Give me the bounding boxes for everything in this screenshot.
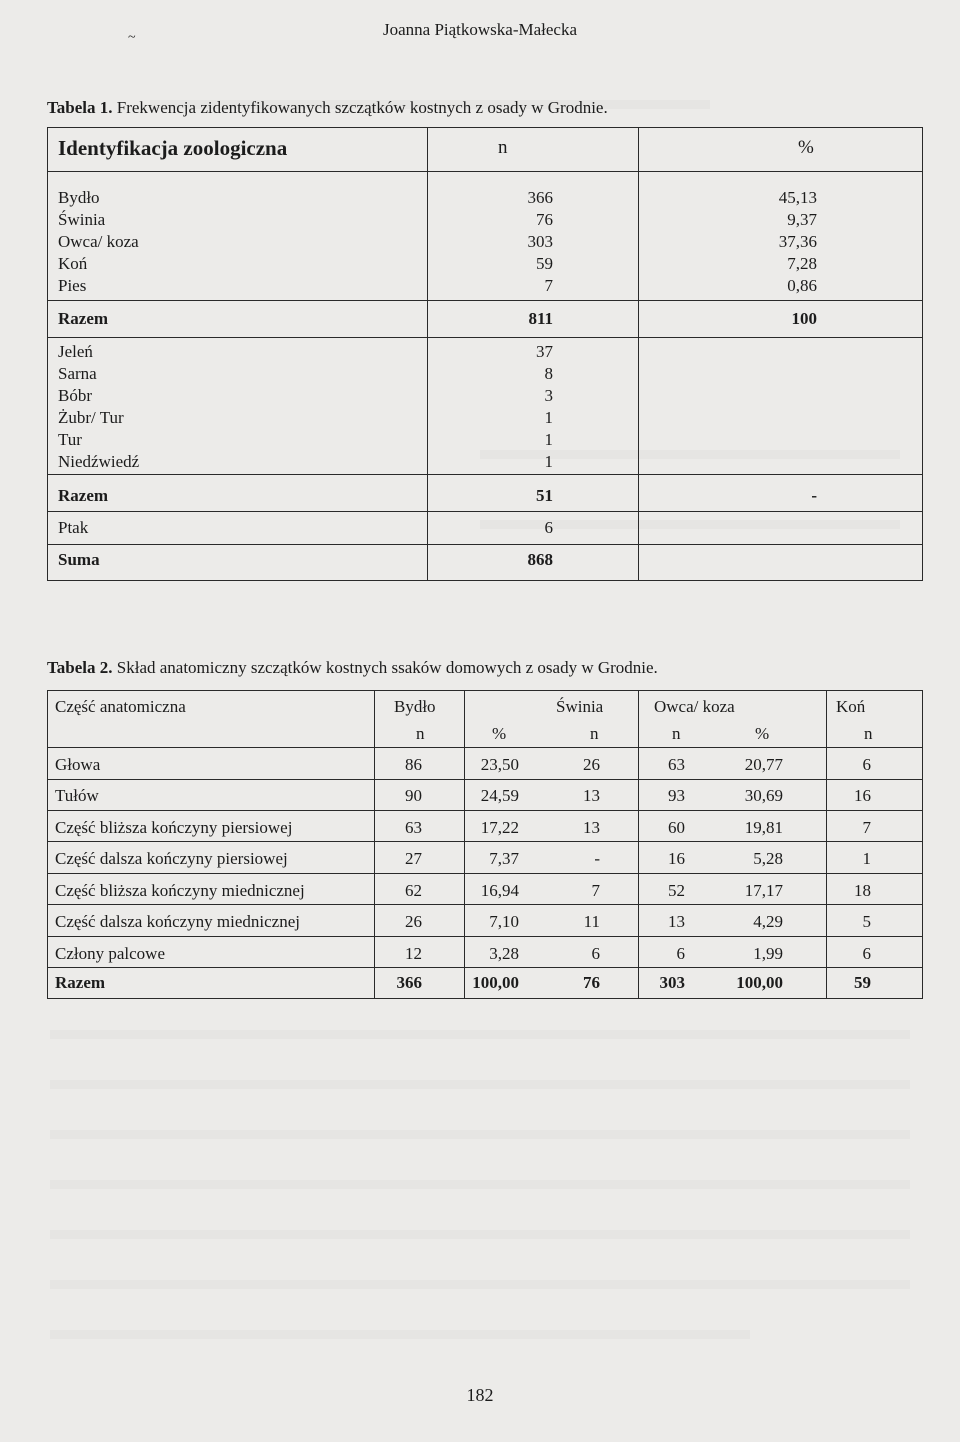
table2-row-rule: [48, 810, 922, 811]
table2-row-owca-percent: 4,29: [753, 912, 783, 931]
table1-row-name: Razem: [58, 486, 109, 505]
table2-row-bydlo-percent: 17,22: [480, 818, 519, 837]
table1-row-n: 1: [544, 430, 553, 449]
table2-row-swinia-n: 7: [591, 881, 600, 900]
table2-col-divider: [826, 691, 827, 998]
table2-row-rule: [48, 936, 922, 937]
table1: [47, 127, 923, 581]
table2-caption-text: Skład anatomiczny szczątków kostnych ssaków domowych z osady w Grodnie.: [116, 658, 658, 677]
table2-row-owca-percent: 5,28: [753, 849, 783, 868]
table1-row-name: Bydło: [58, 188, 100, 207]
table1-row-n: 51: [536, 486, 553, 505]
table2-row-owca-n: 93: [668, 786, 685, 805]
table2-header-swinia: Świnia: [556, 697, 604, 716]
table2-row-kon-n: 7: [862, 818, 871, 837]
header-mark: ~: [128, 30, 136, 45]
table2-row-rule: [48, 873, 922, 874]
table2-row-owca-n: 13: [668, 912, 685, 931]
table2-row-part: Część dalsza kończyny miednicznej: [55, 912, 300, 931]
table2-row-owca-percent: 100,00: [736, 973, 783, 992]
table2-row-swinia-n: -: [594, 849, 600, 868]
table1-header-n: n: [498, 137, 508, 158]
table2-row-kon-n: 6: [862, 755, 871, 774]
table2-row-bydlo-n: 62: [405, 881, 422, 900]
table2-row-owca-percent: 1,99: [753, 944, 783, 963]
table2-row-swinia-n: 26: [583, 755, 600, 774]
table2-row-rule: [48, 779, 922, 780]
table2-row-swinia-n: 13: [583, 786, 600, 805]
table2-row-owca-n: 303: [659, 973, 685, 992]
table2-row-owca-n: 60: [668, 818, 685, 837]
table1-row-name: Pies: [58, 276, 87, 295]
table1-row-name: Owca/ koza: [58, 232, 139, 251]
table1-row-n: 59: [536, 254, 553, 273]
table1-row-rule: [48, 544, 922, 545]
table2-header-part: Część anatomiczna: [55, 697, 186, 716]
table1-row-name: Koń: [58, 254, 88, 273]
table1-row-percent: 100: [791, 309, 817, 328]
table2-header-kon: Koń: [836, 697, 866, 716]
table2-row-swinia-n: 11: [583, 912, 600, 931]
table2-caption: [47, 658, 658, 678]
table2-subheader-n: n: [590, 724, 599, 743]
running-header-author: Joanna Piątkowska-Małecka: [382, 20, 578, 39]
table2-col-divider: [638, 691, 639, 998]
table1-header-rule: [48, 171, 922, 172]
table1-row-n: 3: [544, 386, 553, 405]
table2-row-kon-n: 1: [862, 849, 871, 868]
table2-row-owca-n: 63: [668, 755, 685, 774]
table1-col-divider: [638, 128, 639, 580]
table1-row-name: Ptak: [58, 518, 89, 537]
table2-subheader-n: n: [864, 724, 873, 743]
table1-row-percent: 0,86: [787, 276, 817, 295]
table2-row-part: Tułów: [55, 786, 99, 805]
table2-row-bydlo-n: 366: [396, 973, 422, 992]
table2-row-swinia-n: 76: [583, 973, 600, 992]
table1-row-name: Razem: [58, 309, 109, 328]
table1-row-name: Sarna: [58, 364, 97, 383]
table2-row-bydlo-n: 12: [405, 944, 422, 963]
table1-row-percent: 9,37: [787, 210, 817, 229]
table2-row-bydlo-percent: 7,10: [489, 912, 519, 931]
table1-row-percent: 7,28: [787, 254, 817, 273]
table2-row-rule: [48, 967, 922, 968]
table2-row-swinia-n: 6: [591, 944, 600, 963]
table1-row-n: 7: [544, 276, 553, 295]
table1-row-n: 8: [544, 364, 553, 383]
table2: [47, 690, 923, 999]
table2-row-part: Człony palcowe: [55, 944, 165, 963]
table1-row-n: 303: [527, 232, 553, 251]
table1-row-percent: -: [811, 486, 817, 505]
table1-row-n: 1: [544, 408, 553, 427]
table2-subheader-percent: %: [492, 724, 507, 743]
table2-row-bydlo-n: 86: [405, 755, 422, 774]
table1-row-percent: 37,36: [778, 232, 817, 251]
table2-row-part: Część dalsza kończyny piersiowej: [55, 849, 288, 868]
table1-row-name: Świnia: [58, 210, 106, 229]
table2-row-kon-n: 59: [854, 973, 871, 992]
table2-row-bydlo-percent: 100,00: [472, 973, 519, 992]
table2-header-rule: [48, 747, 922, 748]
table1-row-rule: [48, 300, 922, 301]
table2-row-bydlo-n: 90: [405, 786, 422, 805]
table2-subheader-percent: %: [755, 724, 770, 743]
table2-row-kon-n: 5: [862, 912, 871, 931]
table1-row-n: 76: [536, 210, 553, 229]
table2-row-owca-percent: 20,77: [744, 755, 783, 774]
table1-caption: [47, 98, 608, 118]
table2-row-bydlo-percent: 3,28: [489, 944, 519, 963]
table1-header-percent: %: [798, 137, 814, 158]
table1-row-name: Bóbr: [58, 386, 92, 405]
table1-caption-text: Frekwencja zidentyfikowanych szczątków kostnych z osady w Grodnie.: [116, 98, 608, 117]
table2-row-bydlo-percent: 16,94: [480, 881, 519, 900]
table1-row-n: 6: [544, 518, 553, 537]
table2-row-rule: [48, 841, 922, 842]
table2-row-owca-percent: 19,81: [744, 818, 783, 837]
table2-header-owca: Owca/ koza: [654, 697, 735, 716]
table2-row-bydlo-percent: 23,50: [480, 755, 519, 774]
table2-row-bydlo-n: 27: [405, 849, 422, 868]
table1-row-n: 868: [527, 550, 553, 569]
table2-row-part: Razem: [55, 973, 106, 992]
table2-row-swinia-n: 13: [583, 818, 600, 837]
table1-row-rule: [48, 474, 922, 475]
table1-row-rule: [48, 337, 922, 338]
table2-row-bydlo-n: 63: [405, 818, 422, 837]
table2-header-bydlo: Bydło: [394, 697, 436, 716]
page-number: 182: [466, 1385, 494, 1405]
table1-row-n: 37: [536, 342, 553, 361]
table1-row-n: 811: [528, 309, 553, 328]
table2-row-kon-n: 6: [862, 944, 871, 963]
table1-row-name: Żubr/ Tur: [58, 408, 124, 427]
table1-row-name: Suma: [58, 550, 100, 569]
table2-subheader-n: n: [672, 724, 681, 743]
table2-row-part: Część bliższa kończyny miednicznej: [55, 881, 305, 900]
table2-row-owca-n: 6: [676, 944, 685, 963]
table1-row-name: Niedźwiedź: [58, 452, 140, 471]
table1-row-rule: [48, 511, 922, 512]
table2-row-part: Głowa: [55, 755, 101, 774]
table1-row-n: 1: [544, 452, 553, 471]
table1-caption-label: Tabela 1.: [47, 98, 113, 117]
table2-caption-label: Tabela 2.: [47, 658, 113, 677]
table2-row-bydlo-percent: 7,37: [489, 849, 519, 868]
table2-subheader-n: n: [416, 724, 425, 743]
table2-row-owca-percent: 30,69: [744, 786, 783, 805]
table1-row-n: 366: [527, 188, 553, 207]
table1-row-name: Tur: [58, 430, 82, 449]
table2-row-part: Część bliższa kończyny piersiowej: [55, 818, 293, 837]
table2-col-divider: [374, 691, 375, 998]
table1-row-name: Jeleń: [58, 342, 93, 361]
table2-row-owca-n: 52: [668, 881, 685, 900]
table2-row-kon-n: 18: [854, 881, 871, 900]
table2-col-divider: [464, 691, 465, 998]
table2-row-kon-n: 16: [854, 786, 871, 805]
table1-header-zoology: Identyfikacja zoologiczna: [58, 136, 288, 160]
table2-row-owca-percent: 17,17: [744, 881, 783, 900]
table1-row-percent: 45,13: [778, 188, 817, 207]
table2-row-rule: [48, 904, 922, 905]
table2-row-bydlo-n: 26: [405, 912, 422, 931]
table2-row-bydlo-percent: 24,59: [480, 786, 519, 805]
table1-col-divider: [427, 128, 428, 580]
table2-row-owca-n: 16: [668, 849, 685, 868]
